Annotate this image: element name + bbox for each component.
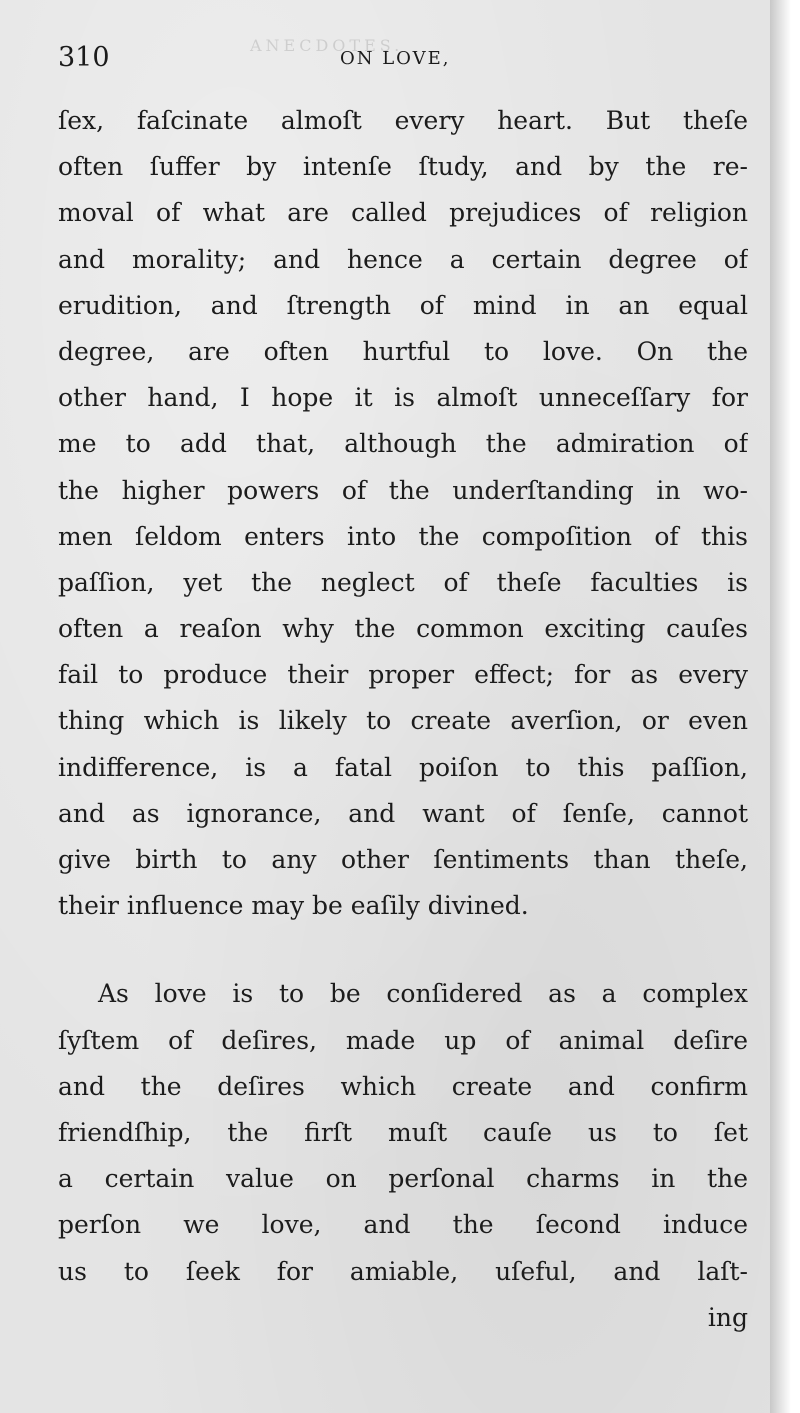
text-line: ſex, faſcinate almoſt every heart. But theſe: [58, 106, 748, 135]
text-line: and the deſires which create and confirm: [58, 1071, 748, 1101]
text-line: a certain value on perſonal charms in the: [58, 1164, 748, 1194]
text-line: moval of what are called prejudices of religion: [58, 198, 748, 228]
text-line: ſyſtem of deſires, made up of animal deſire: [58, 1025, 748, 1055]
page-edge: [770, 0, 800, 1413]
paragraph-2: [58, 971, 748, 1294]
text-line: and morality; and hence a certain degree of: [58, 244, 748, 274]
text-line: paſſion, yet the neglect of theſe faculties is: [58, 567, 748, 597]
page-number: 310: [58, 42, 110, 73]
paragraph-gap: [58, 929, 748, 971]
text-line: indifference, is a fatal poiſon to this paſſion,: [58, 752, 748, 782]
running-title: ON LOVE,: [340, 48, 451, 69]
text-line: fail to produce their proper effect; for as every: [58, 660, 748, 690]
text-line: men ſeldom enters into the compoſition of this: [58, 521, 748, 551]
text-line: us to ſeek for amiable, uſeful, and laſt-: [58, 1256, 748, 1286]
text-line: friendſhip, the firſt muſt cauſe us to ſet: [58, 1117, 748, 1147]
text-line: me to add that, although the admiration of: [58, 429, 748, 459]
body-text: [58, 98, 748, 1341]
text-line: erudition, and ſtrength of mind in an equal: [58, 290, 748, 320]
text-line: As love is to be conſidered as a complex: [98, 979, 748, 1009]
text-line: other hand, I hope it is almoſt unneceſſary for: [58, 383, 748, 413]
text-line: perſon we love, and the ſecond induce: [58, 1210, 748, 1240]
paragraph-1: [58, 98, 748, 929]
text-line: often ſuffer by intenſe ſtudy, and by the re-: [58, 152, 748, 182]
text-line: and as ignorance, and want of ſenſe, cannot: [58, 798, 748, 828]
catchword: ing: [707, 1302, 748, 1332]
text-line: thing which is likely to create averſion, or even: [58, 706, 748, 736]
bleed-through-text: ANECDOTES.: [250, 36, 404, 55]
text-line: give birth to any other ſentiments than theſe,: [58, 845, 748, 874]
page-header: [58, 34, 748, 74]
text-line: often a reaſon why the common exciting cauſes: [58, 614, 748, 644]
text-line: degree, are often hurtful to love. On the: [58, 336, 748, 366]
text-line: the higher powers of the underſtanding in wo-: [58, 475, 748, 505]
text-line: their influence may be eaſily divined.: [58, 891, 529, 921]
